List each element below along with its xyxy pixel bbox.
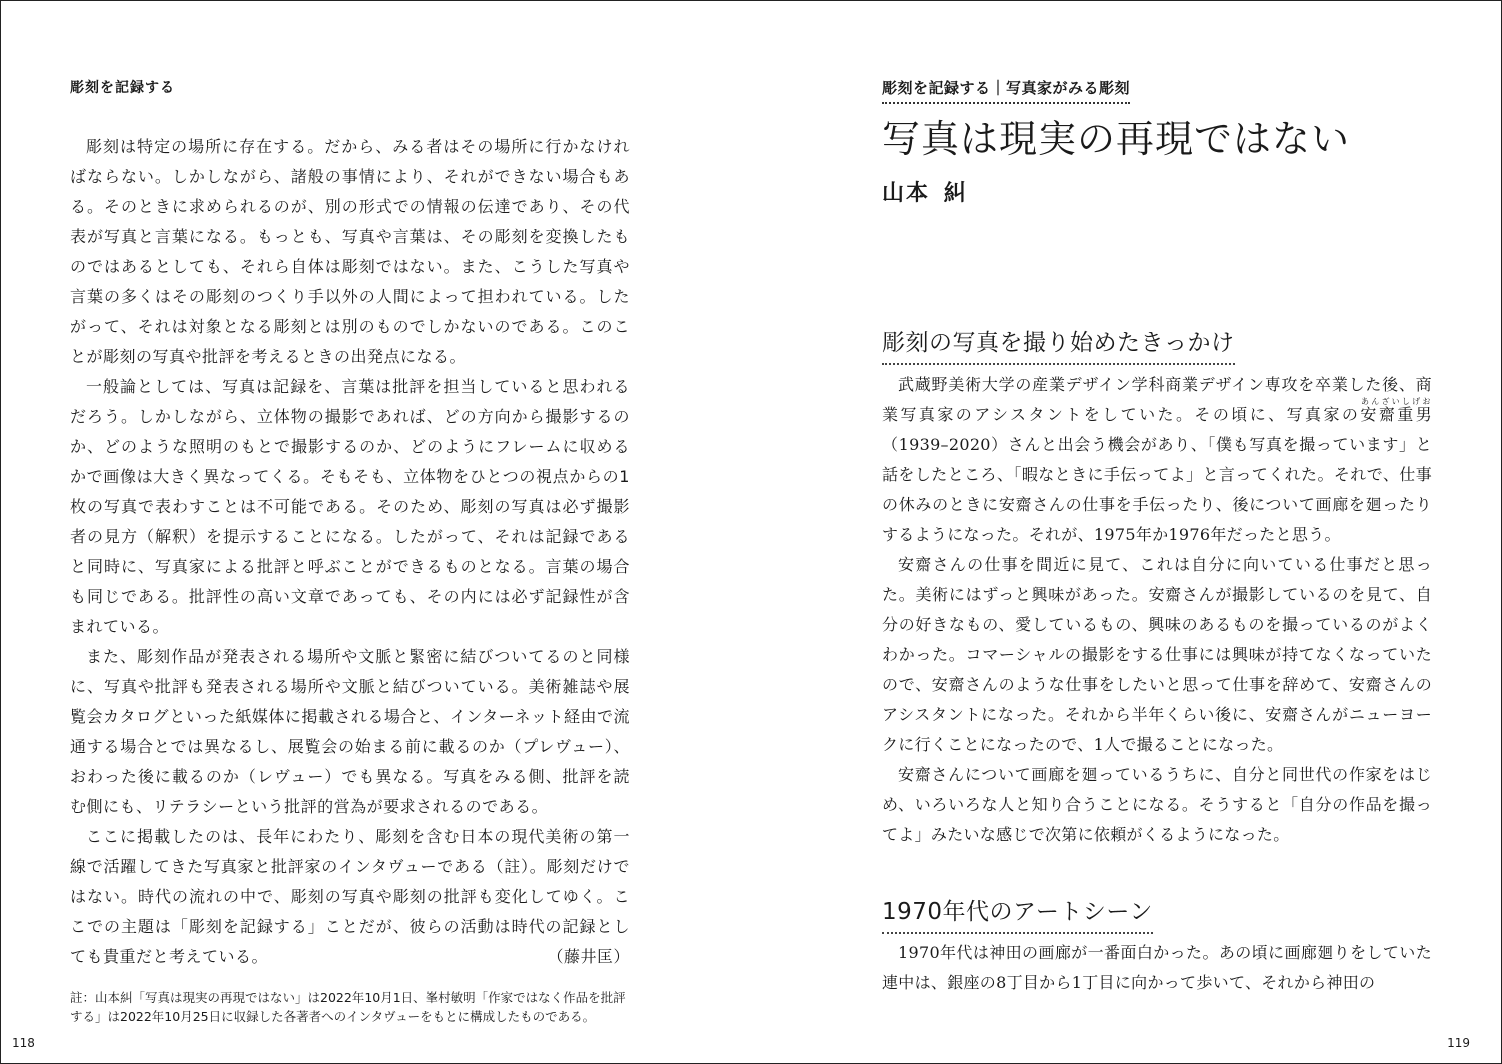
- author-name: 山本 糾: [882, 181, 968, 206]
- paragraph: 安齋さんについて画廊を廻っているうちに、自分と同世代の作家をはじめ、いろいろな人と知り合うことになる。そうすると「自分の作品を撮ってよ」みたいな感じで次第に依頼がくるようになった。: [882, 765, 1432, 844]
- text-run: 武蔵野美術大学の産業デザイン学科商業デザイン専攻を卒業した後、商業写真家のアシスタントをしていた。その頃に、写真家の: [882, 375, 1432, 424]
- subheading: 彫刻の写真を撮り始めたきっかけ: [882, 324, 1235, 365]
- article-title: 写真は現実の再現ではない: [882, 117, 1351, 161]
- paragraph: 彫刻は特定の場所に存在する。だから、みる者はその場所に行かなければならない。しかしながら、諸般の事情により、それができない場合もある。そのときに求められるのが、別の形式での情報の伝達であり、その代表が写真と言葉になる。もっとも、写真や言葉は、その彫刻を変換したものではあるとしても、それら自体は彫刻ではない。また、こうした写真や言葉の多くはその彫刻のつくり手以外の人間によって担われている。したがって、それは対象となる彫刻とは別のものでしかないのである。このことが彫刻の写真や批評を考えるときの出発点になる。: [70, 137, 630, 366]
- text-run: （1939–2020）さんと出会う機会があり、「僕も写真を撮っています」と話をしたところ、「暇なときに手伝ってよ」と言ってくれた。それで、仕事の休みのときに安齋さんの仕事を手伝ったり、後について画廊を廻ったりするようになった。それが、1975年か1976年だったと思う。: [882, 435, 1432, 544]
- section-text: [882, 938, 1432, 998]
- subheading: 1970年代のアートシーン: [882, 893, 1153, 934]
- paragraph: [882, 370, 1432, 550]
- section-label: 彫刻を記録する｜写真家がみる彫刻: [882, 77, 1130, 104]
- left-page: [0, 0, 750, 1064]
- page-number: 119: [1447, 1036, 1470, 1050]
- page-number: 118: [12, 1036, 35, 1050]
- section-text: [882, 370, 1432, 850]
- intro-text: [70, 132, 630, 972]
- paragraph: 安齋さんの仕事を間近に見て、これは自分に向いている仕事だと思った。美術にはずっと興味があった。安齋さんが撮影しているのを見て、自分の好きなもの、愛しているもの、興味のあるものを撮っているのがよくわかった。コマーシャルの撮影をする仕事には興味が持てなくなっていたので、安齋さんのような仕事をしたいと思って仕事を辞めて、安齋さんのアシスタントになった。それから半年くらい後に、安齋さんがニューヨークに行くことになったので、1人で撮ることになった。: [882, 555, 1432, 754]
- ruby-base: 安齋重男: [1360, 405, 1433, 424]
- paragraph: 一般論としては、写真は記録を、言葉は批評を担当していると思われるだろう。しかしながら、立体物の撮影であれば、どの方向から撮影するのか、どのような照明のもとで撮影するのか、どのようにフレームに収めるかで画像は大きく異なってくる。そもそも、立体物をひとつの視点からの1枚の写真で表わすことは不可能である。そのため、彫刻の写真は必ず撮影者の見方（解釈）を提示することになる。したがって、それは記録であると同時に、写真家による批評と呼ぶことができるものとなる。言葉の場合も同じである。批評性の高い文章であっても、その内には必ず記録性が含まれている。: [70, 377, 630, 636]
- signature: （藤井匡）: [547, 947, 630, 966]
- ruby-reading: あんざいしげお: [1360, 397, 1432, 406]
- paragraph: また、彫刻作品が発表される場所や文脈と緊密に結びついてるのと同様に、写真や批評も発表される場所や文脈と結びついている。美術雑誌や展覧会カタログといった紙媒体に掲載される場合と、インターネット経由で流通する場合とでは異なるし、展覧会の始まる前に載るのか（プレヴュー）、おわった後に載るのか（レヴュー）でも異なる。写真をみる側、批評を読む側にも、リテラシーという批評的営為が要求されるのである。: [70, 647, 630, 816]
- right-page: [751, 0, 1502, 1064]
- paragraph: ここに掲載したのは、長年にわたり、彫刻を含む日本の現代美術の第一線で活躍してきた写真家と批評家のインタヴューである（註）。彫刻だけではない。時代の流れの中で、彫刻の写真や彫刻の批評も変化してゆく。ここでの主題は「彫刻を記録する」ことだが、彼らの活動は時代の記録としても貴重だと考えている。: [70, 827, 630, 966]
- footnote: 註：山本糾「写真は現実の再現ではない」は2022年10月1日、峯村敏明「作家ではなく作品を批評する」は2022年10月25日に収録した各著者へのインタヴューをもとに構成したものである。: [70, 990, 626, 1024]
- ruby-name: [1360, 397, 1433, 424]
- paragraph: 1970年代は神田の画廊が一番面白かった。あの頃に画廊廻りをしていた連中は、銀座の8丁目から1丁目に向かって歩いて、それから神田の: [882, 943, 1432, 992]
- running-head: 彫刻を記録する: [70, 80, 175, 96]
